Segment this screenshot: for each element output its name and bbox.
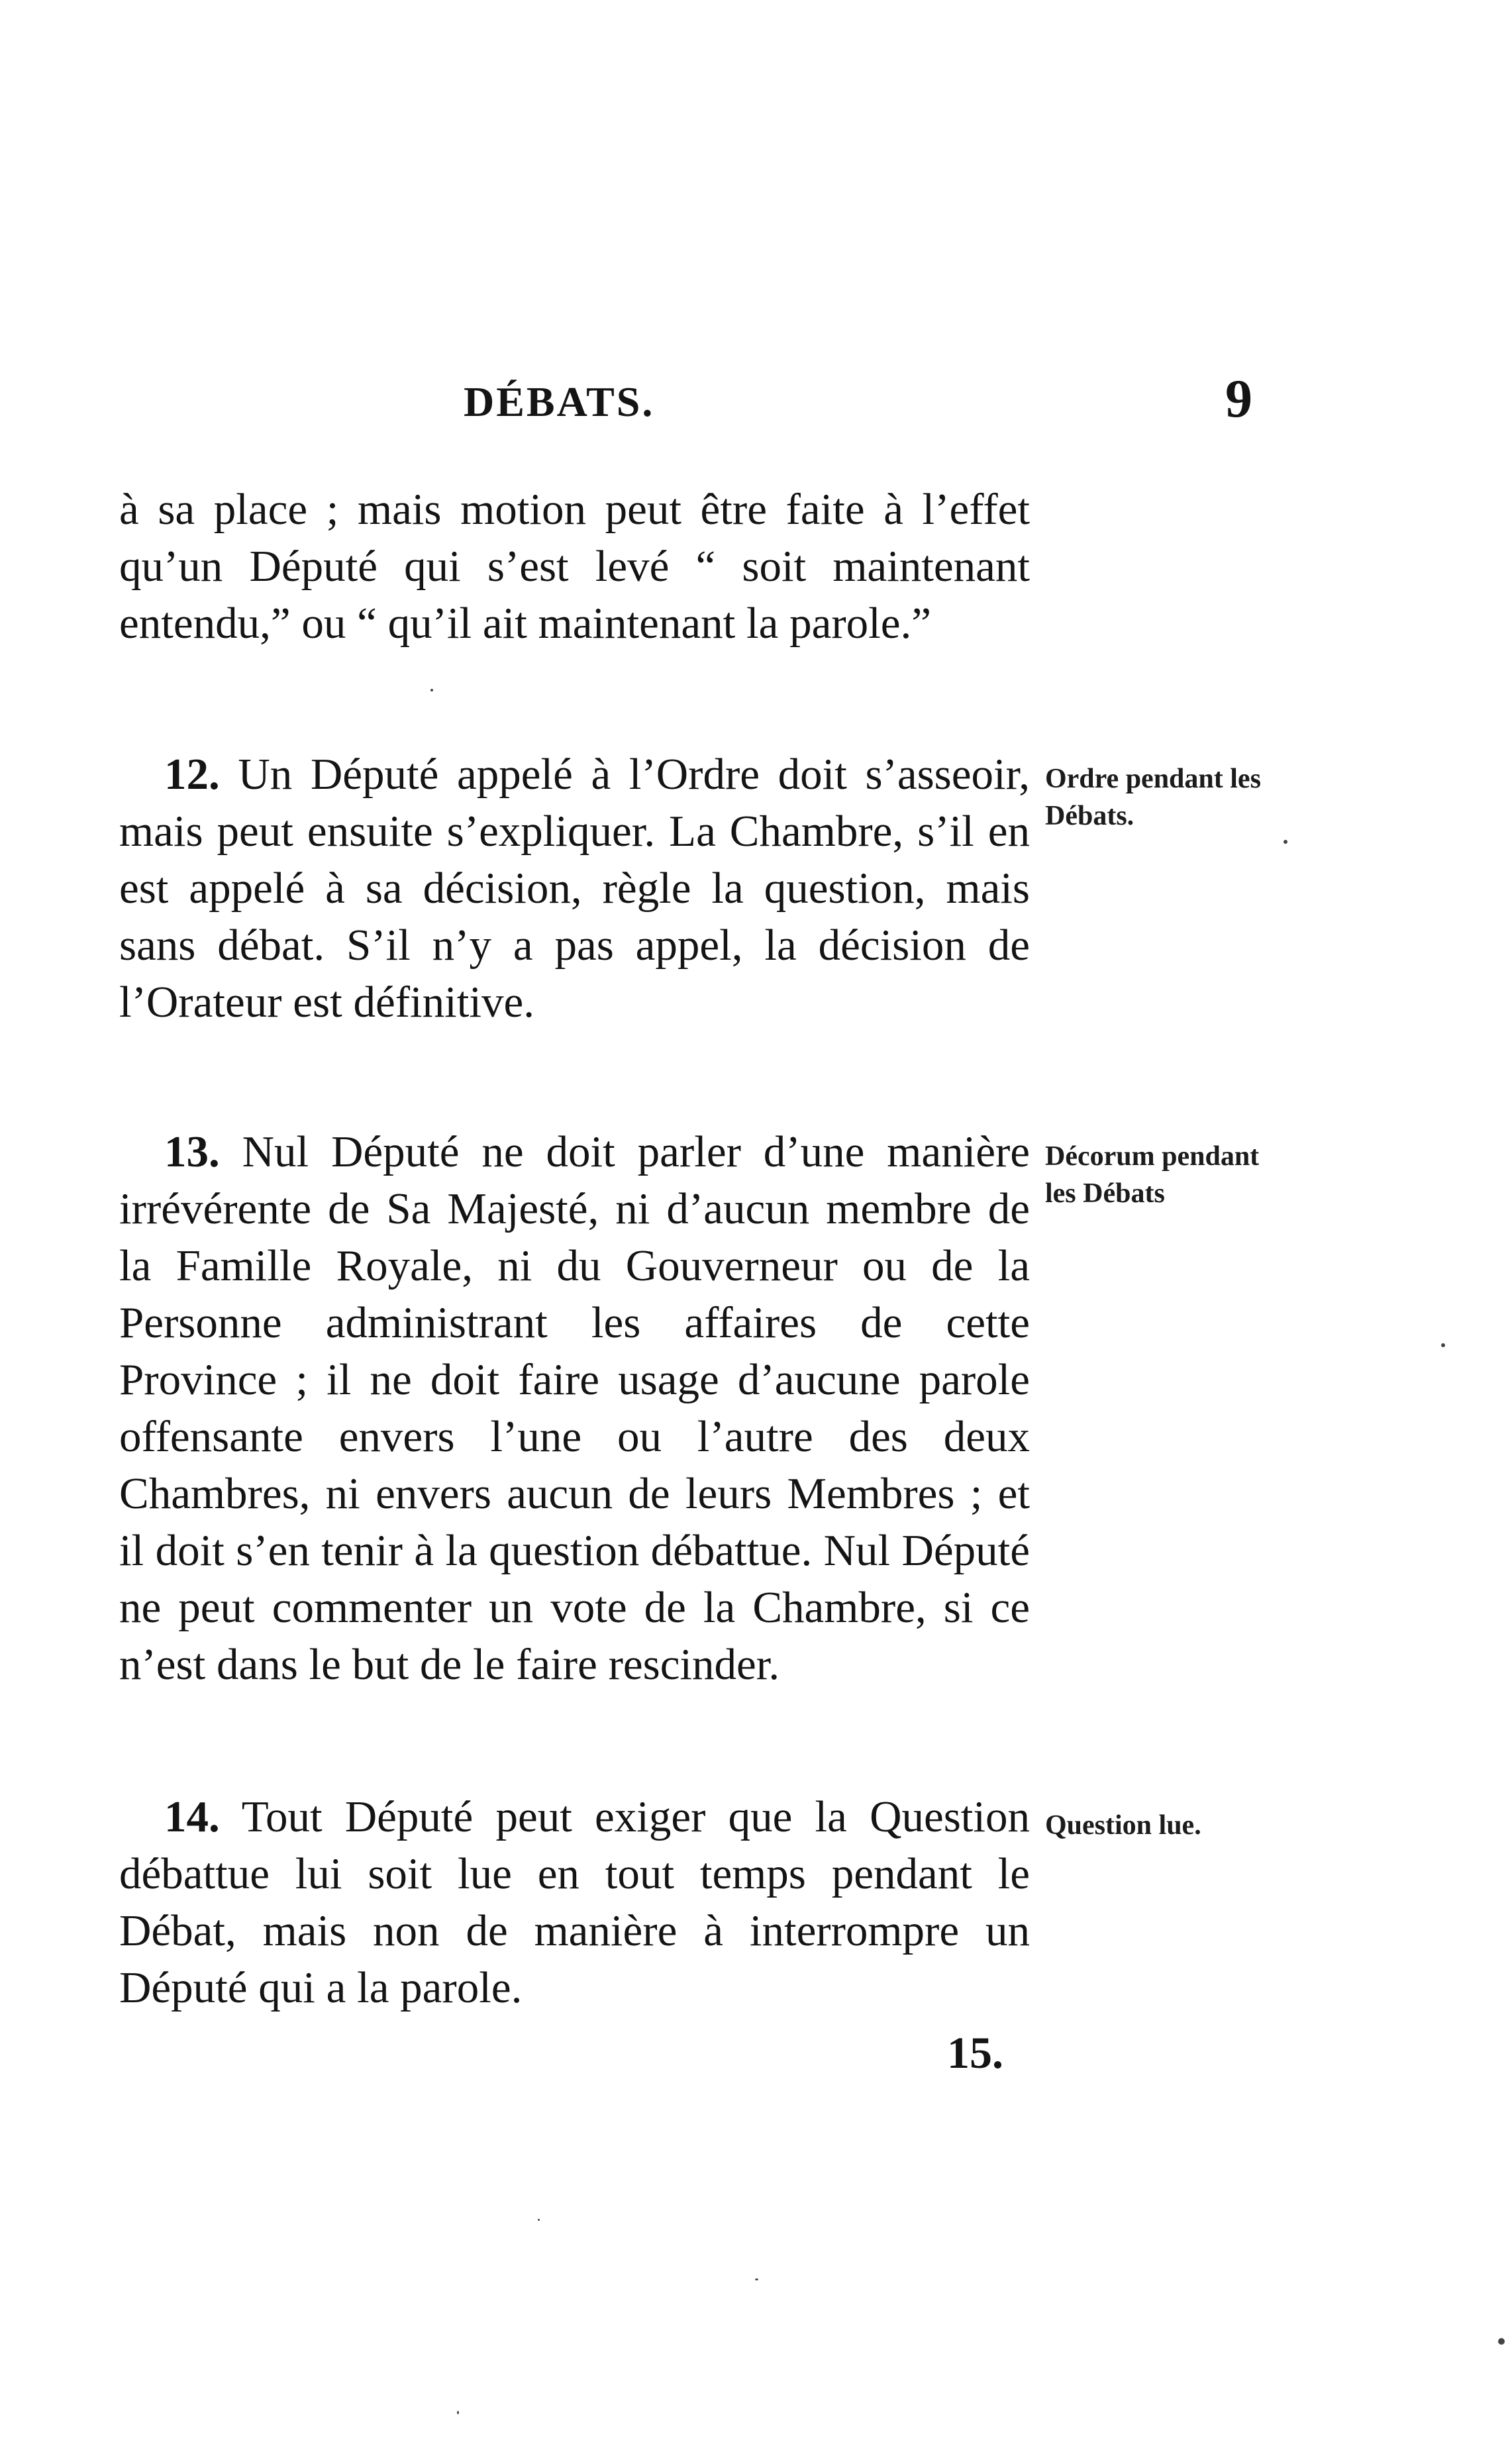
print-speck [457, 2411, 459, 2414]
catchword: 15. [947, 2027, 1003, 2078]
print-speck [1284, 840, 1287, 844]
print-speck [1441, 1343, 1445, 1347]
print-speck [755, 2278, 758, 2280]
print-speck [1498, 2338, 1505, 2345]
margin-note-article-14: Question lue. [1045, 1810, 1201, 1841]
paragraph-continued [119, 481, 1030, 652]
print-speck [430, 689, 433, 691]
print-speck [538, 2219, 540, 2221]
paragraph-text: à sa place ; mais motion peut être faite à l’effet qu’un Député qui s’est levé “ soit maintenant entendu,” ou “ qu’il ait maintenant la parole.” [119, 485, 1030, 648]
article-number: 14. [164, 1792, 220, 1841]
paragraph-article-13 [119, 1123, 1030, 1693]
paragraph-text: Tout Député peut exiger que la Question débattue lui soit lue en tout temps pendant le Débat, mais non de manière à interrompre un Député qui a la parole. [119, 1792, 1030, 2012]
paragraph-article-12 [119, 746, 1030, 1031]
margin-note-article-13: Décorum pendant les Débats [1045, 1141, 1260, 1209]
paragraph-text: Un Député appelé à l’Ordre doit s’asseoir, mais peut ensuite s’expliquer. La Chambre, s’il en est appelé à sa décision, règle la question, mais sans débat. S’il n’y a pas appel, la décision de l’Orateur est définitive. [119, 750, 1030, 1027]
article-number: 13. [164, 1127, 220, 1176]
paragraph-article-14 [119, 1788, 1030, 2016]
paragraph-text: Nul Député ne doit parler d’une manière irrévérente de Sa Majesté, ni d’aucun membre de la Famille Royale, ni du Gouverneur ou de la Personne administrant les affaires de cette Province ; il ne doit faire usage d’aucune parole offensante envers l’une ou l’autre des deux Chambres, ni envers aucun de leurs Membres ; et il doit s’en tenir à la question débattue. Nul Député ne peut commenter un vote de la Chambre, si ce n’est dans le but de le faire rescinder. [119, 1127, 1030, 1689]
margin-note-article-12: Ordre pendant les Débats. [1045, 764, 1261, 831]
page-number: 9 [1225, 368, 1252, 429]
article-number: 12. [164, 750, 220, 799]
running-title: DÉBATS. [464, 378, 655, 425]
